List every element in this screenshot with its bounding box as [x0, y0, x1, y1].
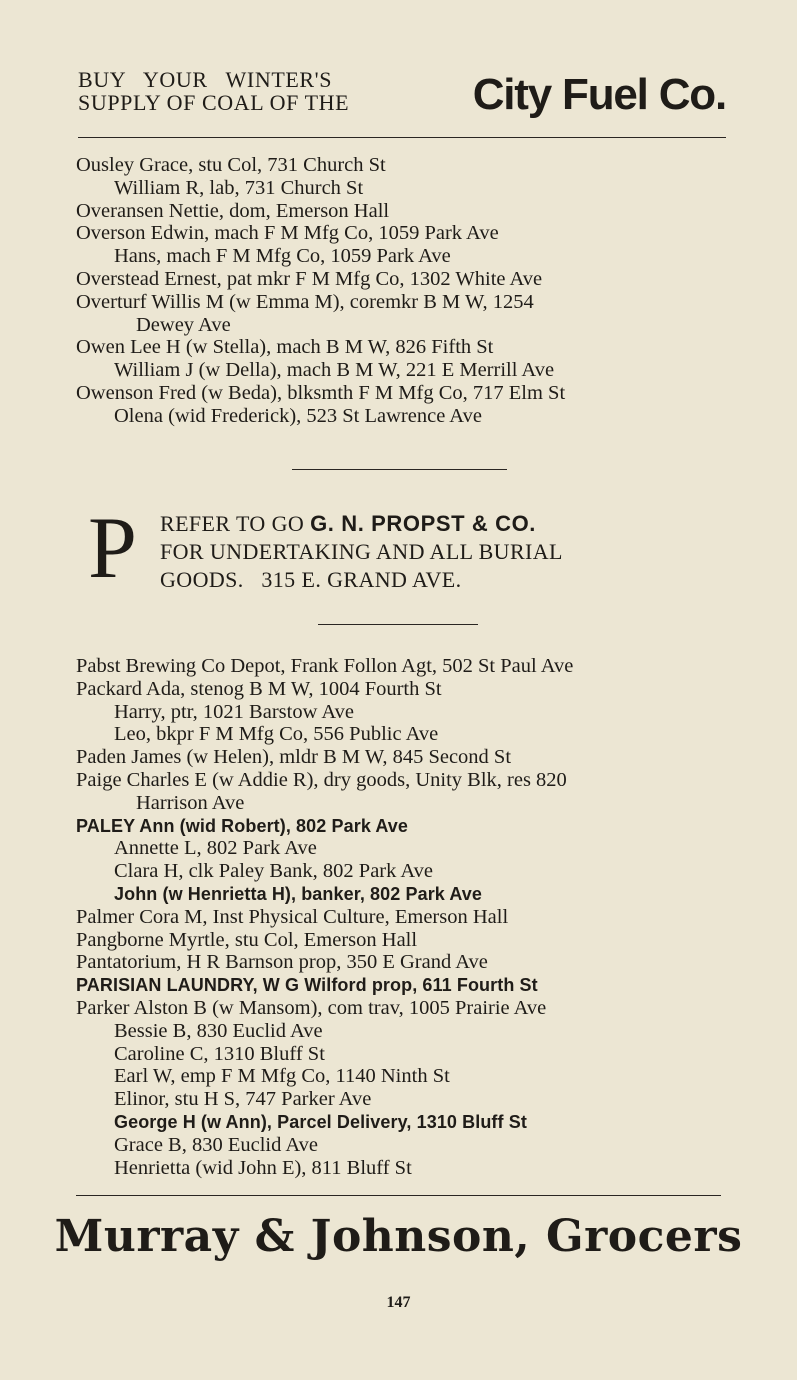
directory-entry: Dewey Ave — [136, 313, 231, 336]
middle-ad-line-2: FOR UNDERTAKING AND ALL BURIAL — [160, 539, 563, 564]
directory-entry: Overansen Nettie, dom, Emerson Hall — [76, 199, 390, 222]
header-advertisement — [78, 66, 726, 132]
directory-entry: Caroline C, 1310 Bluff St — [114, 1042, 325, 1065]
directory-entry: Harry, ptr, 1021 Barstow Ave — [114, 700, 355, 723]
directory-entry: PALEY Ann (wid Robert), 802 Park Ave — [76, 815, 409, 836]
directory-entry: Owenson Fred (w Beda), blksmth F M Mfg Co, 717 Elm St — [76, 381, 566, 404]
directory-entry: John (w Henrietta H), banker, 802 Park Ave — [114, 883, 482, 904]
directory-entry: Ousley Grace, stu Col, 731 Church St — [76, 154, 386, 176]
directory-entry: Paden James (w Helen), mldr B M W, 845 Second St — [76, 746, 512, 769]
directory-entry: Paige Charles E (w Addie R), dry goods, Unity Blk, res 820 — [76, 768, 567, 791]
directory-entry: Pabst Brewing Co Depot, Frank Follon Agt, 502 St Paul Ave — [76, 655, 574, 677]
header-ad-text — [78, 68, 349, 114]
section-divider-lower — [318, 624, 478, 625]
directory-entry: Annette L, 802 Park Ave — [114, 837, 317, 860]
directory-entries-p — [76, 655, 736, 1179]
page-number: 147 — [386, 1294, 411, 1311]
directory-entry: Overson Edwin, mach F M Mfg Co, 1059 Park Ave — [76, 222, 499, 245]
directory-entry: Earl W, emp F M Mfg Co, 1140 Ninth St — [114, 1065, 450, 1088]
middle-ad-line-1-text: REFER TO GO — [160, 511, 311, 536]
header-ad-line-2: SUPPLY OF COAL OF THE — [78, 90, 350, 115]
directory-entry: Parker Alston B (w Mansom), com trav, 1005 Prairie Ave — [76, 996, 547, 1019]
directory-entry: Henrietta (wid John E), 811 Bluff St — [114, 1156, 412, 1179]
middle-ad-line-1 — [160, 511, 536, 537]
header-ad-line-1: BUY YOUR WINTER'S — [78, 67, 333, 92]
drop-cap: P — [88, 500, 137, 597]
directory-entry: Pantatorium, H R Barnson prop, 350 E Grand Ave — [76, 951, 488, 974]
directory-entries-o — [76, 154, 736, 428]
header-ad-brand: City Fuel Co. — [472, 70, 726, 119]
directory-entry: Overstead Ernest, pat mkr F M Mfg Co, 1302 White Ave — [76, 267, 543, 290]
directory-entry: William J (w Della), mach B M W, 221 E Merrill Ave — [114, 359, 555, 382]
middle-ad-line-3: GOODS. 315 E. GRAND AVE. — [160, 567, 462, 592]
section-divider-upper — [292, 469, 507, 470]
directory-entry: Owen Lee H (w Stella), mach B M W, 826 Fifth St — [76, 336, 494, 359]
directory-entry: George H (w Ann), Parcel Delivery, 1310 Bluff St — [114, 1111, 527, 1132]
directory-entry: Leo, bkpr F M Mfg Co, 556 Public Ave — [114, 723, 439, 746]
directory-entry: Hans, mach F M Mfg Co, 1059 Park Ave — [114, 245, 451, 268]
middle-advertisement — [88, 500, 728, 597]
directory-entry: Clara H, clk Paley Bank, 802 Park Ave — [114, 860, 434, 883]
directory-entry: Pangborne Myrtle, stu Col, Emerson Hall — [76, 928, 418, 951]
directory-entry: Olena (wid Frederick), 523 St Lawrence Ave — [114, 404, 482, 427]
directory-entry: Packard Ada, stenog B M W, 1004 Fourth St — [76, 677, 442, 700]
middle-ad-business-name: G. N. PROPST & CO. — [310, 511, 537, 536]
directory-entry: Harrison Ave — [136, 791, 245, 814]
directory-entry: William R, lab, 731 Church St — [114, 176, 364, 199]
directory-entry: Palmer Cora M, Inst Physical Culture, Emerson Hall — [76, 905, 509, 928]
directory-entry: Overturf Willis M (w Emma M), coremkr B M W, 1254 — [76, 290, 534, 313]
directory-entry: Bessie B, 830 Euclid Ave — [114, 1019, 323, 1042]
directory-entry: Grace B, 830 Euclid Ave — [114, 1133, 318, 1156]
directory-entry: PARISIAN LAUNDRY, W G Wilford prop, 611 Fourth St — [76, 975, 538, 996]
footer-advertisement: Murray & Johnson, Grocers — [54, 1211, 743, 1262]
header-divider — [78, 137, 726, 138]
directory-entry: Elinor, stu H S, 747 Parker Ave — [114, 1088, 372, 1111]
footer-divider — [76, 1195, 721, 1196]
